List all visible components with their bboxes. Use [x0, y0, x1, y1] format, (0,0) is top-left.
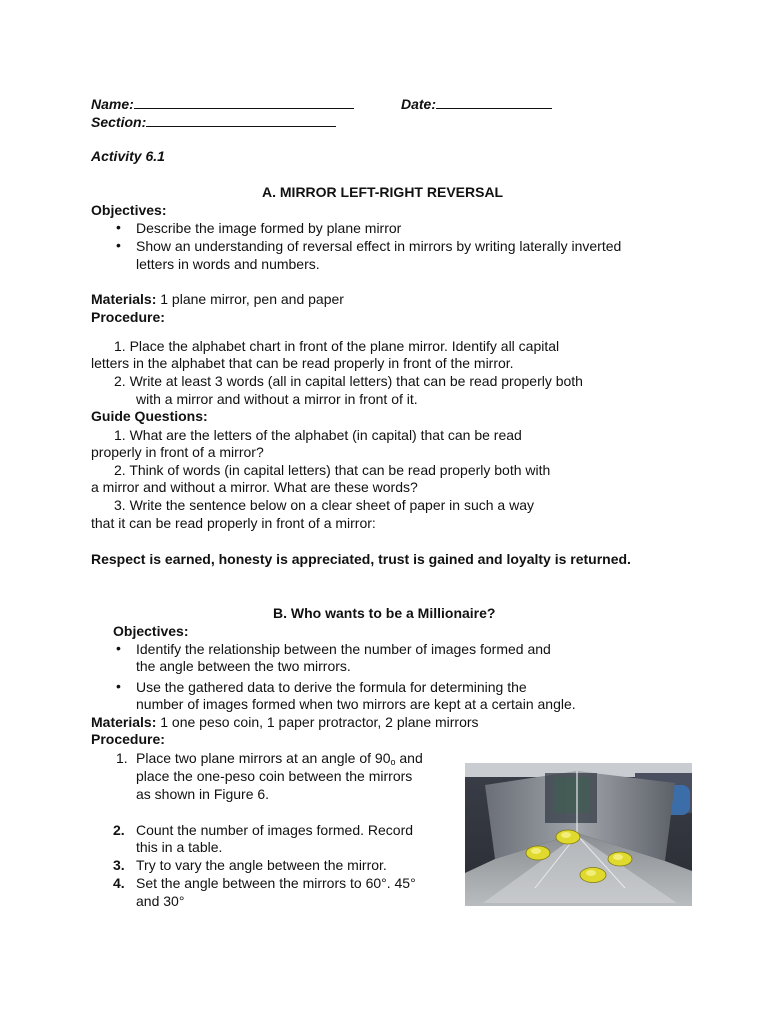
- section-blank[interactable]: [146, 112, 336, 127]
- guide-line: 2. Think of words (in capital letters) that can be read properly both with: [114, 462, 551, 478]
- guide-line: 1. What are the letters of the alphabet (in capital) that can be read: [114, 427, 522, 443]
- procedure-line: with a mirror and without a mirror in front of it.: [136, 391, 418, 407]
- part-b-materials-text: 1 one peso coin, 1 paper protractor, 2 plane mirrors: [156, 714, 479, 730]
- step-number: 3.: [113, 857, 125, 873]
- part-b-materials: [91, 713, 479, 731]
- step-line: Set the angle between the mirrors to 60°. 45°: [136, 875, 416, 891]
- part-a-procedure-label: Procedure:: [91, 309, 165, 325]
- date-field[interactable]: [401, 94, 552, 113]
- guide-line: properly in front of a mirror?: [91, 444, 264, 460]
- part-a-materials: [91, 290, 344, 308]
- step-number: 1.: [116, 750, 128, 766]
- name-label: Name:: [91, 96, 134, 112]
- guide-questions-label: Guide Questions:: [91, 408, 208, 424]
- step-line: and 30°: [136, 893, 185, 909]
- step-number: 2.: [113, 822, 125, 838]
- bullet-dot: •: [116, 678, 121, 694]
- step-number: 4.: [113, 875, 125, 891]
- procedure-line: 1. Place the alphabet chart in front of the plane mirror. Identify all capital: [114, 338, 560, 354]
- part-b-objectives-label: Objectives:: [113, 623, 189, 639]
- guide-line: a mirror and without a mirror. What are these words?: [91, 479, 418, 495]
- part-a-objective: Describe the image formed by plane mirror: [136, 220, 402, 236]
- part-a-materials-label: Materials:: [91, 291, 157, 307]
- part-a-objective-cont: letters in words and numbers.: [136, 256, 320, 272]
- guide-line: 3. Write the sentence below on a clear sheet of paper in such a way: [114, 497, 534, 513]
- section-label: Section:: [91, 114, 147, 130]
- bullet-dot: •: [116, 640, 121, 656]
- step-text: Place two plane mirrors at an angle of 90: [136, 750, 391, 766]
- guide-line: that it can be read properly in front of a mirror:: [91, 515, 376, 531]
- degree-subscript: o: [390, 757, 396, 767]
- name-field[interactable]: [91, 94, 354, 113]
- activity-title: Activity 6.1: [91, 148, 165, 164]
- quote-sentence: Respect is earned, honesty is appreciated, trust is gained and loyalty is returned.: [91, 551, 631, 567]
- part-b-objective-cont: the angle between the two mirrors.: [136, 658, 351, 674]
- step-line: Try to vary the angle between the mirror.: [136, 857, 387, 873]
- part-b-objective: Identify the relationship between the number of images formed and: [136, 641, 551, 657]
- procedure-line: letters in the alphabet that can be read properly in front of the mirror.: [91, 355, 514, 371]
- part-b-title: B. Who wants to be a Millionaire?: [273, 605, 496, 621]
- step-line: as shown in Figure 6.: [136, 786, 270, 802]
- part-b-objective: Use the gathered data to derive the formula for determining the: [136, 679, 527, 695]
- bullet-dot: •: [116, 237, 121, 253]
- part-b-procedure-label: Procedure:: [91, 731, 165, 747]
- step-text: and: [395, 750, 423, 766]
- section-field[interactable]: [91, 112, 336, 131]
- step-line: place the one-peso coin between the mirrors: [136, 768, 413, 784]
- date-blank[interactable]: [436, 94, 552, 109]
- date-label: Date:: [401, 96, 437, 112]
- part-a-title: A. MIRROR LEFT-RIGHT REVERSAL: [262, 184, 504, 200]
- part-b-objective-cont: number of images formed when two mirrors are kept at a certain angle.: [136, 696, 576, 712]
- bullet-dot: •: [116, 219, 121, 235]
- part-b-materials-label: Materials:: [91, 714, 157, 730]
- name-blank[interactable]: [134, 94, 354, 109]
- part-a-materials-text: 1 plane mirror, pen and paper: [156, 291, 344, 307]
- part-a-objectives-label: Objectives:: [91, 202, 167, 218]
- figure-6-mirror-photo: [465, 763, 692, 906]
- step-line: this in a table.: [136, 839, 223, 855]
- step-line: Count the number of images formed. Record: [136, 822, 414, 838]
- part-a-objective: Show an understanding of reversal effect in mirrors by writing laterally inverted: [136, 238, 622, 254]
- procedure-line: 2. Write at least 3 words (all in capital letters) that can be read properly both: [114, 373, 583, 389]
